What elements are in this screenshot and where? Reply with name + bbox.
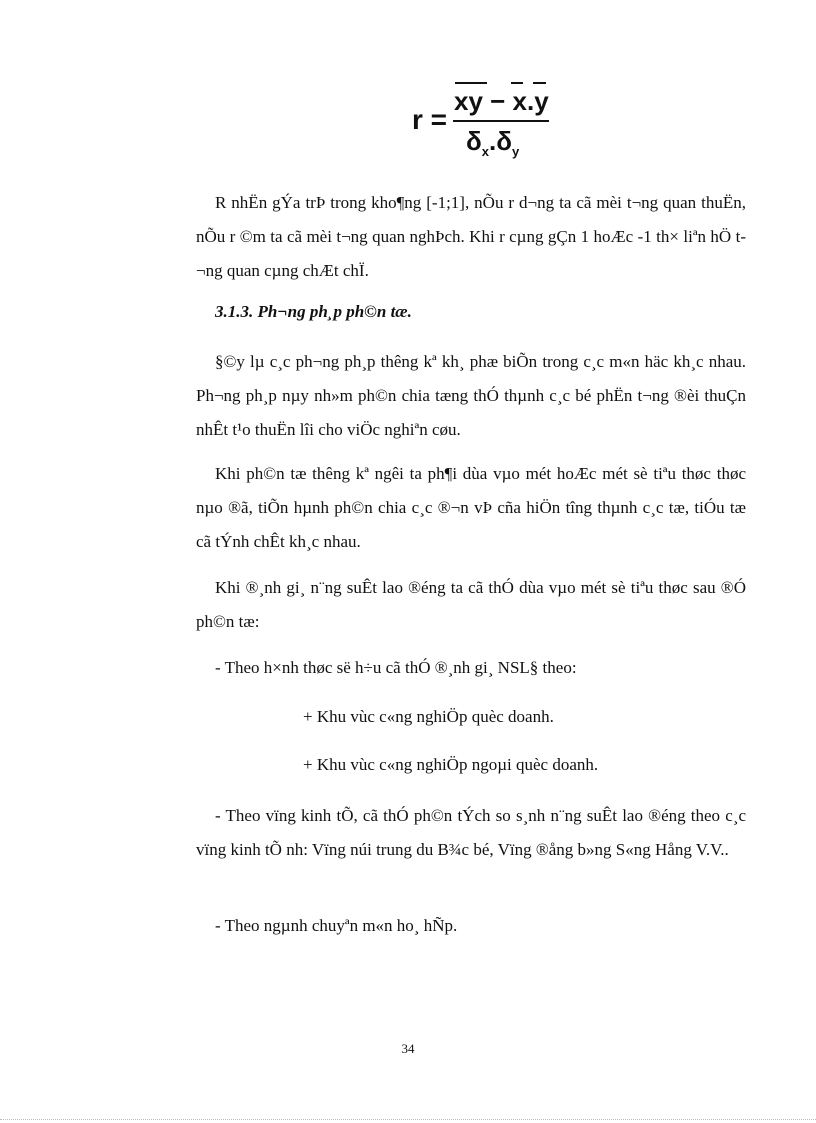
overline-x bbox=[511, 82, 523, 84]
formula-denominator: $\delta_x.\delta_y$ bbox=[466, 126, 520, 159]
page-number: 34 bbox=[401, 1041, 415, 1056]
footer-divider bbox=[0, 1119, 816, 1120]
formula-lhs: r = bbox=[412, 104, 448, 135]
bullet-state-sector: + Khu vùc c«ng nghiÖp quèc doanh. bbox=[303, 707, 554, 726]
bullet-specialization: - Theo ngµnh chuyªn m«n ho¸ hÑp. bbox=[215, 916, 458, 935]
fraction-bar bbox=[453, 120, 549, 122]
overline-xy bbox=[455, 82, 487, 84]
paragraph-correlation-meaning: R nhËn gÝa trÞ trong kho¶ng [-1;1], nÕu r d¬ng ta cã mèi t¬ng quan thuËn, nÕu r ©m ta cã mèi t¬ng quan nghÞch. Khi r cµng gÇn 1 hoÆc -1 th× liªn hÖ t¬ng quan cµng chÆt chÏ. bbox=[196, 193, 746, 280]
overline-y bbox=[533, 82, 546, 84]
paragraph-grouping-method: §©y lµ c¸c ph¬ng ph¸p thêng kª kh¸ phæ biÕn trong c¸c m«n häc kh¸c nhau. Ph¬ng ph¸p nµy nh»m ph©n chia tæng thÓ thµnh c¸c bé phËn t¬ng ®èi thuÇn nhÊt t¹o thuËn lîi cho viÖc nghiªn cøu. bbox=[196, 352, 746, 439]
paragraph-grouping-criteria: Khi ph©n tæ thêng kª ngêi ta ph¶i dùa vµo mét hoÆc mét sè tiªu thøc thøc nµo ®ã, tiÕn hµnh ph©n chia c¸c ®¬n vÞ cña hiÖn tîng thµnh c¸c tæ, tiÓu tæ cã tÝnh chÊt kh¸c nhau. bbox=[196, 464, 746, 551]
bullet-economic-region: - Theo vïng kinh tÕ, cã thÓ ph©n tÝch so s¸nh n¨ng suÊt lao ®éng theo c¸c vïng kinh tÕ nh: Vïng núi trung du B¾c bé, Vïng ®ång b»ng S«ng Hång V.V.. bbox=[196, 806, 746, 859]
correlation-formula bbox=[412, 78, 562, 168]
formula-numerator: xy − x.y bbox=[454, 86, 549, 116]
paragraph-productivity-criteria: Khi ®¸nh gi¸ n¨ng suÊt lao ®éng ta cã thÓ dùa vµo mét sè tiªu thøc sau ®Ó ph©n tæ: bbox=[196, 578, 746, 631]
bullet-non-state-sector: + Khu vùc c«ng nghiÖp ngoµi quèc doanh. bbox=[303, 755, 599, 774]
bullet-ownership: - Theo h×nh thøc së h÷u cã thÓ ®¸nh gi¸ NSL§ theo: bbox=[215, 658, 577, 677]
section-heading: 3.1.3. Ph¬ng ph¸p ph©n tæ. bbox=[215, 302, 412, 321]
